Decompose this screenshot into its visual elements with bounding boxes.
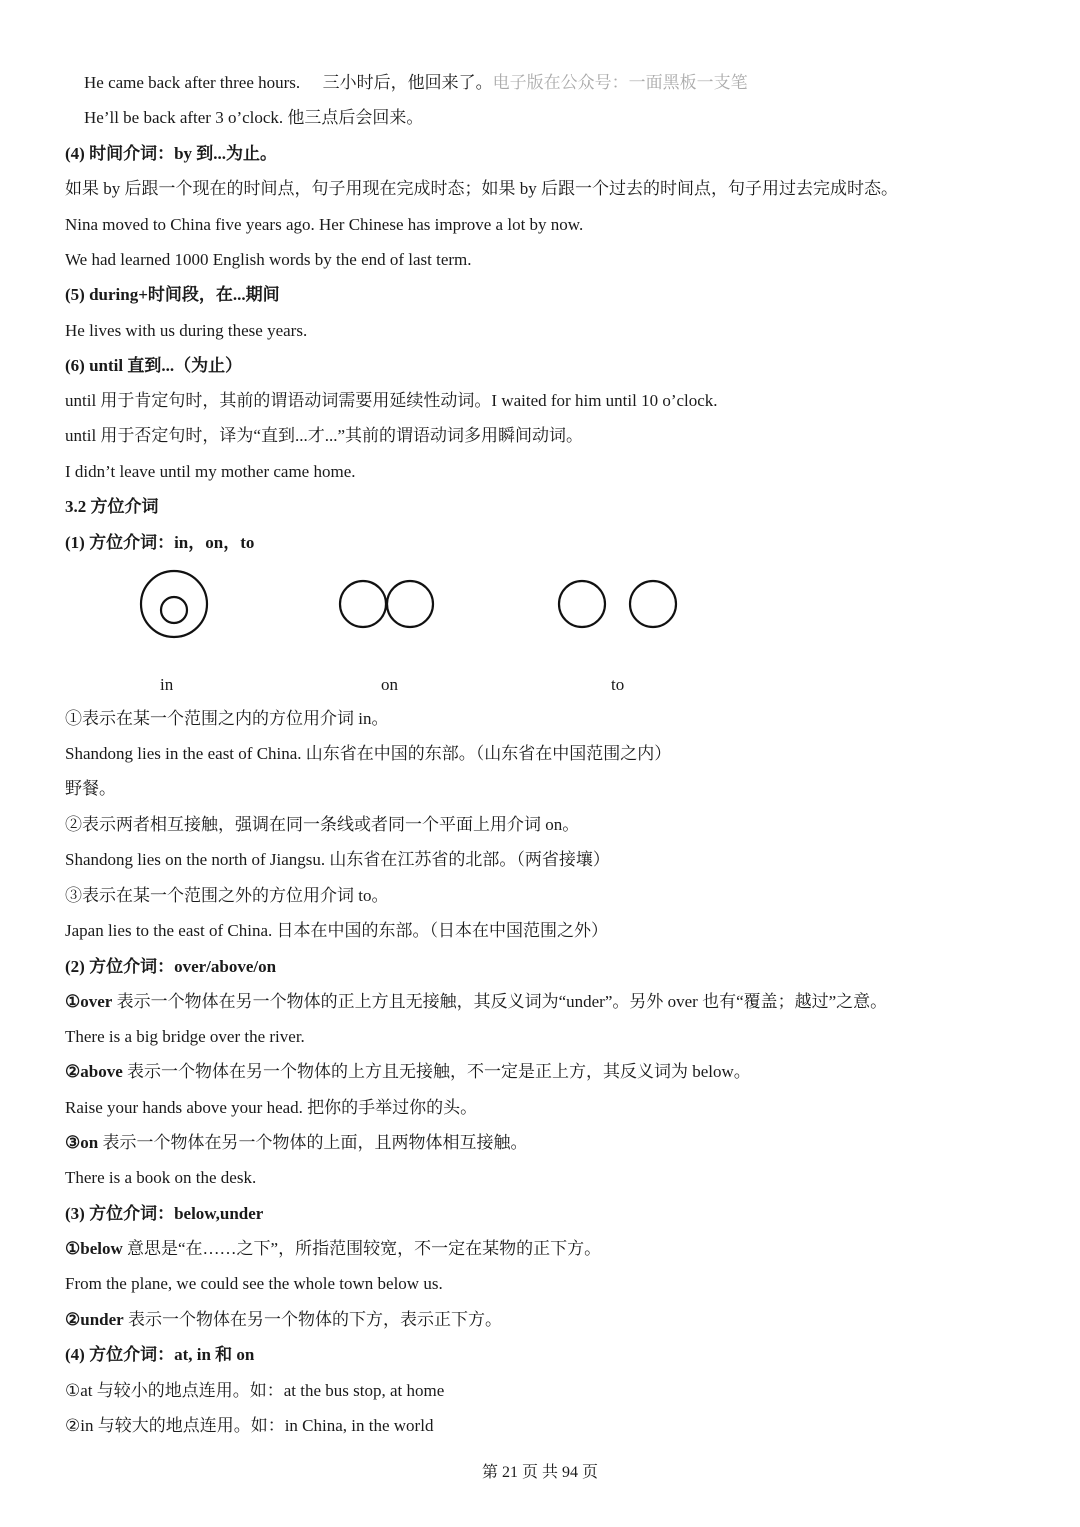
page-number-footer: 第 21 页 共 94 页 [481,1464,598,1481]
in-circles [141,571,207,637]
term-description: 意思是“在……之下”，所指范围较宽，不一定在某物的正下方。 [122,1239,602,1258]
section-heading: (6) until 直到...（为止） [65,356,243,375]
text-line: I didn’t leave until my mother came home. [65,462,356,481]
to-circles [559,581,676,627]
text-line: ②in 与较大的地点连用。如：in China, in the world [65,1416,434,1435]
text-line: We had learned 1000 English words by the end of last term. [65,250,472,269]
preposition-circles-diagram [120,565,720,645]
on-circles [340,581,433,627]
term-above: ②above [65,1062,123,1081]
text-line [65,1061,751,1083]
term-description: 表示一个物体在另一个物体的上方且无接触，不一定是正上方，其反义词为 below。 [122,1062,751,1081]
text-line [84,72,748,94]
section-heading: (5) during+时间段，在...期间 [65,285,280,304]
text-line: 野餐。 [65,779,116,798]
text-line: ②表示两者相互接触，强调在同一条线或者同一个平面上用介词 on。 [65,815,580,834]
term-under: ②under [65,1310,124,1329]
term-description: 表示一个物体在另一个物体的下方，表示正下方。 [123,1310,502,1329]
text-line: Shandong lies in the east of China. 山东省在中国的东部。（山东省在中国范围之内） [65,744,672,763]
text-line [65,1238,601,1260]
term-below: ①below [65,1239,123,1258]
text-line [65,1309,502,1331]
text-line: Japan lies to the east of China. 日本在中国的东部。（日本在中国范围之外） [65,921,609,940]
text-line: There is a book on the desk. [65,1168,257,1187]
text-line: He lives with us during these years. [65,321,308,340]
chinese-translation: 三小时后，他回来了。 [322,73,493,92]
text-line: ①at 与较小的地点连用。如：at the bus stop, at home [65,1381,445,1400]
text-line: From the plane, we could see the whole town below us. [65,1274,443,1293]
text-line: until 用于否定句时，译为“直到...才...”其前的谓语动词多用瞬间动词。 [65,426,584,445]
term-over: ①over [65,992,113,1011]
section-heading: (4) 时间介词：by 到...为止。 [65,144,278,163]
text-line [65,1132,527,1154]
text-line: He’ll be back after 3 o’clock. 他三点后会回来。 [84,108,424,127]
english-sentence: He came back after three hours. [84,73,301,92]
text-line: until 用于肯定句时，其前的谓语动词需要用延续性动词。I waited for him until 10 o’clock. [65,391,718,410]
text-line: 如果 by 后跟一个现在的时间点，句子用现在完成时态；如果 by 后跟一个过去的时间点，句子用过去完成时态。 [65,179,898,198]
section-heading: (1) 方位介词：in，on，to [65,533,255,552]
to-label: to [611,675,625,694]
term-description: 表示一个物体在另一个物体的正上方且无接触，其反义词为“under”。另外 over 也有“覆盖；越过”之意。 [112,992,888,1011]
text-line [65,991,887,1013]
text-line: ③表示在某一个范围之外的方位用介词 to。 [65,886,389,905]
text-line: ①表示在某一个范围之内的方位用介词 in。 [65,709,389,728]
section-title: 3.2 方位介词 [65,497,159,516]
text-line: Shandong lies on the north of Jiangsu. 山东省在江苏省的北部。（两省接壤） [65,850,610,869]
text-line: Nina moved to China five years ago. Her Chinese has improve a lot by now. [65,215,584,234]
text-line: There is a big bridge over the river. [65,1027,305,1046]
on-label: on [381,675,398,694]
in-label: in [160,675,174,694]
section-heading: (2) 方位介词：over/above/on [65,957,277,976]
term-on: ③on [65,1133,99,1152]
term-description: 表示一个物体在另一个物体的上面，且两物体相互接触。 [98,1133,528,1152]
text-line: Raise your hands above your head. 把你的手举过你的头。 [65,1098,478,1117]
watermark-text: 电子版在公众号：一面黑板一支笔 [492,73,748,92]
section-heading: (3) 方位介词：below,under [65,1204,264,1223]
section-heading: (4) 方位介词：at, in 和 on [65,1345,255,1364]
